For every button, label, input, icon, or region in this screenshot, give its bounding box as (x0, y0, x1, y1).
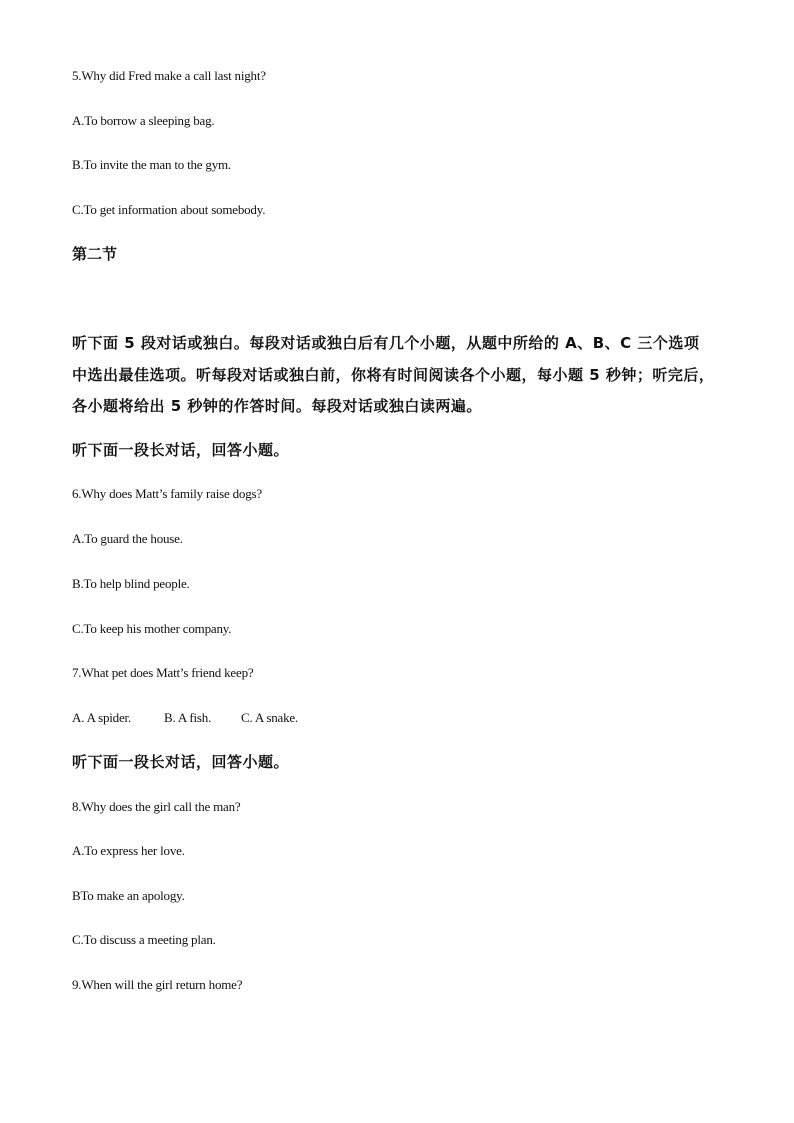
question-6-option-b: B.To help blind people. (72, 576, 190, 591)
dialog-heading-2: 听下面一段长对话，回答小题。 (72, 753, 290, 771)
instruction-line-1: 听下面 5 段对话或独白。每段对话或独白后有几个小题，从题中所给的 A、B、C 三个选项 (72, 334, 700, 352)
question-9: 9.When will the girl return home? (72, 977, 243, 992)
question-5: 5.Why did Fred make a call last night? (72, 68, 266, 83)
section-title: 第二节 (72, 245, 118, 263)
question-7-options (72, 710, 298, 726)
question-6-option-c: C.To keep his mother company. (72, 621, 232, 636)
question-5-option-b: B.To invite the man to the gym. (72, 157, 231, 172)
question-8-option-c: C.To discuss a meeting plan. (72, 932, 216, 947)
question-5-option-c: C.To get information about somebody. (72, 202, 266, 217)
instruction-line-2: 中选出最佳选项。听每段对话或独白前，你将有时间阅读各个小题，每小题 5 秒钟；听完后， (72, 366, 715, 384)
instruction-line-3: 各小题将给出 5 秒钟的作答时间。每段对话或独白读两遍。 (72, 397, 482, 415)
question-6: 6.Why does Matt’s family raise dogs? (72, 486, 262, 501)
question-8-option-a: A.To express her love. (72, 843, 185, 858)
question-7-option-b: B. A fish. (164, 710, 212, 725)
question-7-option-c: C. A snake. (241, 710, 299, 725)
question-8: 8.Why does the girl call the man? (72, 799, 241, 814)
question-8-option-b: BTo make an apology. (72, 888, 185, 903)
question-7: 7.What pet does Matt’s friend keep? (72, 665, 254, 680)
question-5-option-a: A.To borrow a sleeping bag. (72, 113, 215, 128)
dialog-heading-1: 听下面一段长对话，回答小题。 (72, 441, 290, 459)
question-6-option-a: A.To guard the house. (72, 531, 183, 546)
question-7-option-a: A. A spider. (72, 710, 131, 725)
